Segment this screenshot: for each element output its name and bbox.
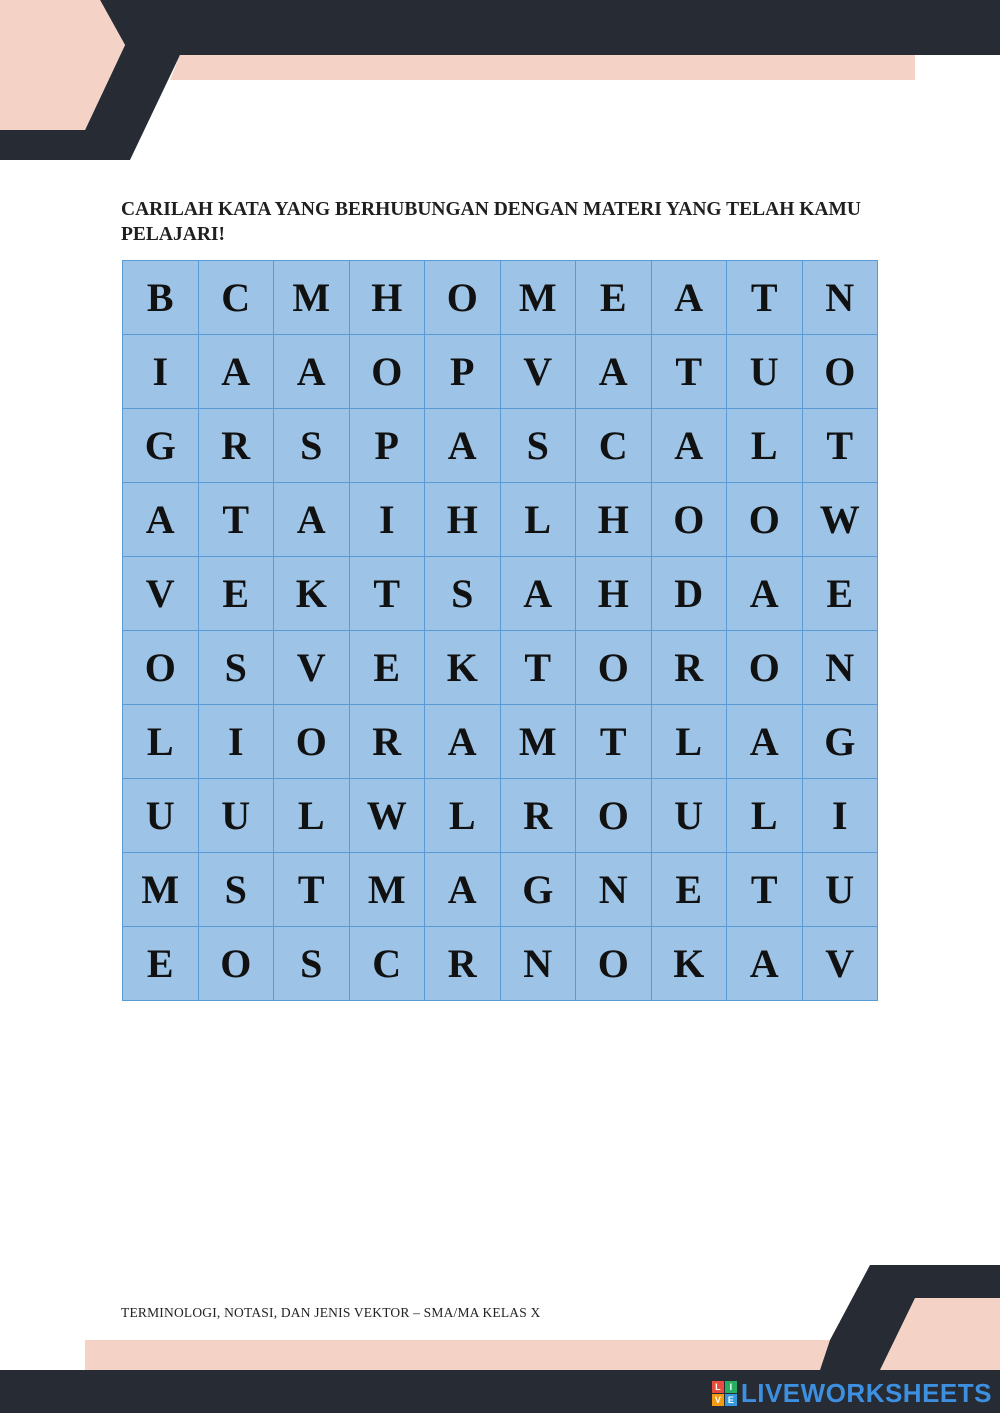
logo-letter: I <box>725 1381 737 1393</box>
grid-cell[interactable]: H <box>425 483 501 557</box>
grid-cell[interactable]: G <box>802 705 878 779</box>
grid-cell[interactable]: R <box>425 927 501 1001</box>
grid-cell[interactable]: O <box>727 631 803 705</box>
grid-cell[interactable]: O <box>651 483 727 557</box>
grid-cell[interactable]: A <box>425 409 501 483</box>
grid-cell[interactable]: A <box>123 483 199 557</box>
footer-text: TERMINOLOGI, NOTASI, DAN JENIS VEKTOR – SMA/MA KELAS X <box>121 1305 541 1320</box>
grid-row <box>123 779 878 853</box>
grid-row <box>123 705 878 779</box>
grid-cell[interactable]: N <box>500 927 576 1001</box>
grid-cell[interactable]: A <box>727 927 803 1001</box>
grid-cell[interactable]: O <box>274 705 350 779</box>
grid-cell[interactable]: K <box>425 631 501 705</box>
grid-cell[interactable]: A <box>198 335 274 409</box>
grid-cell[interactable]: L <box>727 409 803 483</box>
grid-cell[interactable]: E <box>349 631 425 705</box>
grid-cell[interactable]: V <box>123 557 199 631</box>
grid-cell[interactable]: V <box>802 927 878 1001</box>
grid-cell[interactable]: U <box>651 779 727 853</box>
grid-cell[interactable]: M <box>500 705 576 779</box>
grid-cell[interactable]: C <box>198 261 274 335</box>
grid-cell[interactable]: S <box>198 853 274 927</box>
grid-cell[interactable]: G <box>123 409 199 483</box>
logo-letter: E <box>725 1394 737 1406</box>
grid-cell[interactable]: V <box>500 335 576 409</box>
grid-cell[interactable]: C <box>576 409 652 483</box>
liveworksheets-logo-icon <box>712 1381 737 1406</box>
grid-cell[interactable]: E <box>123 927 199 1001</box>
grid-cell[interactable]: R <box>349 705 425 779</box>
grid-cell[interactable]: O <box>576 631 652 705</box>
grid-cell[interactable]: T <box>727 853 803 927</box>
grid-cell[interactable]: T <box>727 261 803 335</box>
grid-cell[interactable]: T <box>349 557 425 631</box>
grid-cell[interactable]: N <box>802 261 878 335</box>
word-search-grid <box>122 260 878 1001</box>
grid-cell[interactable]: R <box>651 631 727 705</box>
grid-row <box>123 557 878 631</box>
grid-cell[interactable]: L <box>425 779 501 853</box>
grid-cell[interactable]: K <box>274 557 350 631</box>
grid-cell[interactable]: V <box>274 631 350 705</box>
grid-cell[interactable]: A <box>651 261 727 335</box>
grid-cell[interactable]: T <box>651 335 727 409</box>
grid-cell[interactable]: W <box>802 483 878 557</box>
grid-cell[interactable]: N <box>576 853 652 927</box>
grid-cell[interactable]: T <box>576 705 652 779</box>
grid-cell[interactable]: A <box>576 335 652 409</box>
grid-cell[interactable]: T <box>802 409 878 483</box>
grid-cell[interactable]: H <box>349 261 425 335</box>
liveworksheets-brand <box>712 1379 992 1407</box>
grid-cell[interactable]: S <box>274 927 350 1001</box>
grid-cell[interactable]: D <box>651 557 727 631</box>
grid-cell[interactable]: P <box>349 409 425 483</box>
grid-cell[interactable]: T <box>198 483 274 557</box>
grid-cell[interactable]: E <box>576 261 652 335</box>
grid-cell[interactable]: W <box>349 779 425 853</box>
grid-cell[interactable]: O <box>727 483 803 557</box>
grid-cell[interactable]: U <box>727 335 803 409</box>
grid-cell[interactable]: P <box>425 335 501 409</box>
grid-cell[interactable]: O <box>576 927 652 1001</box>
grid-cell[interactable]: O <box>123 631 199 705</box>
grid-cell[interactable]: U <box>802 853 878 927</box>
grid-cell[interactable]: K <box>651 927 727 1001</box>
grid-cell[interactable]: O <box>802 335 878 409</box>
grid-cell[interactable]: I <box>802 779 878 853</box>
grid-cell[interactable]: O <box>425 261 501 335</box>
grid-row <box>123 261 878 335</box>
grid-cell[interactable]: E <box>802 557 878 631</box>
grid-cell[interactable]: A <box>500 557 576 631</box>
grid-row <box>123 927 878 1001</box>
grid-cell[interactable]: M <box>349 853 425 927</box>
grid-cell[interactable]: E <box>198 557 274 631</box>
logo-letter: V <box>712 1394 724 1406</box>
grid-cell[interactable]: L <box>500 483 576 557</box>
grid-cell[interactable]: I <box>123 335 199 409</box>
grid-row <box>123 853 878 927</box>
grid-row <box>123 409 878 483</box>
grid-cell[interactable]: R <box>500 779 576 853</box>
grid-cell[interactable]: A <box>425 853 501 927</box>
logo-letter: L <box>712 1381 724 1393</box>
instruction-text: CARILAH KATA YANG BERHUBUNGAN DENGAN MATERI YANG TELAH KAMU PELAJARI! <box>121 199 861 245</box>
grid-cell[interactable]: N <box>802 631 878 705</box>
grid-cell[interactable]: H <box>576 483 652 557</box>
grid-cell[interactable]: S <box>425 557 501 631</box>
grid-cell[interactable]: A <box>425 705 501 779</box>
top-right-strip <box>915 58 1000 80</box>
bottom-peach-bar <box>85 1340 830 1370</box>
grid-cell[interactable]: A <box>274 335 350 409</box>
grid-row <box>123 483 878 557</box>
grid-cell[interactable]: O <box>576 779 652 853</box>
grid-cell[interactable]: O <box>349 335 425 409</box>
grid-cell[interactable]: R <box>198 409 274 483</box>
grid-cell[interactable]: M <box>123 853 199 927</box>
grid-cell[interactable]: O <box>198 927 274 1001</box>
grid-cell[interactable]: I <box>349 483 425 557</box>
grid-cell[interactable]: A <box>274 483 350 557</box>
grid-cell[interactable]: U <box>123 779 199 853</box>
grid-row <box>123 335 878 409</box>
grid-cell[interactable]: B <box>123 261 199 335</box>
grid-cell[interactable]: M <box>500 261 576 335</box>
grid-cell[interactable]: L <box>274 779 350 853</box>
grid-cell[interactable]: T <box>500 631 576 705</box>
grid-cell[interactable]: A <box>727 705 803 779</box>
grid-row <box>123 631 878 705</box>
grid-cell[interactable]: A <box>651 409 727 483</box>
grid-cell[interactable]: I <box>198 705 274 779</box>
grid-cell[interactable]: G <box>500 853 576 927</box>
grid-cell[interactable]: L <box>727 779 803 853</box>
grid-cell[interactable]: S <box>500 409 576 483</box>
top-peach-bar <box>170 55 915 80</box>
grid-cell[interactable]: S <box>274 409 350 483</box>
grid-cell[interactable]: H <box>576 557 652 631</box>
grid-cell[interactable]: U <box>198 779 274 853</box>
grid-cell[interactable]: T <box>274 853 350 927</box>
brand-text: LIVEWORKSHEETS <box>740 1377 992 1408</box>
grid-cell[interactable]: A <box>727 557 803 631</box>
grid-cell[interactable]: L <box>123 705 199 779</box>
grid-cell[interactable]: E <box>651 853 727 927</box>
grid-cell[interactable]: C <box>349 927 425 1001</box>
grid-cell[interactable]: M <box>274 261 350 335</box>
grid-cell[interactable]: S <box>198 631 274 705</box>
grid-cell[interactable]: L <box>651 705 727 779</box>
